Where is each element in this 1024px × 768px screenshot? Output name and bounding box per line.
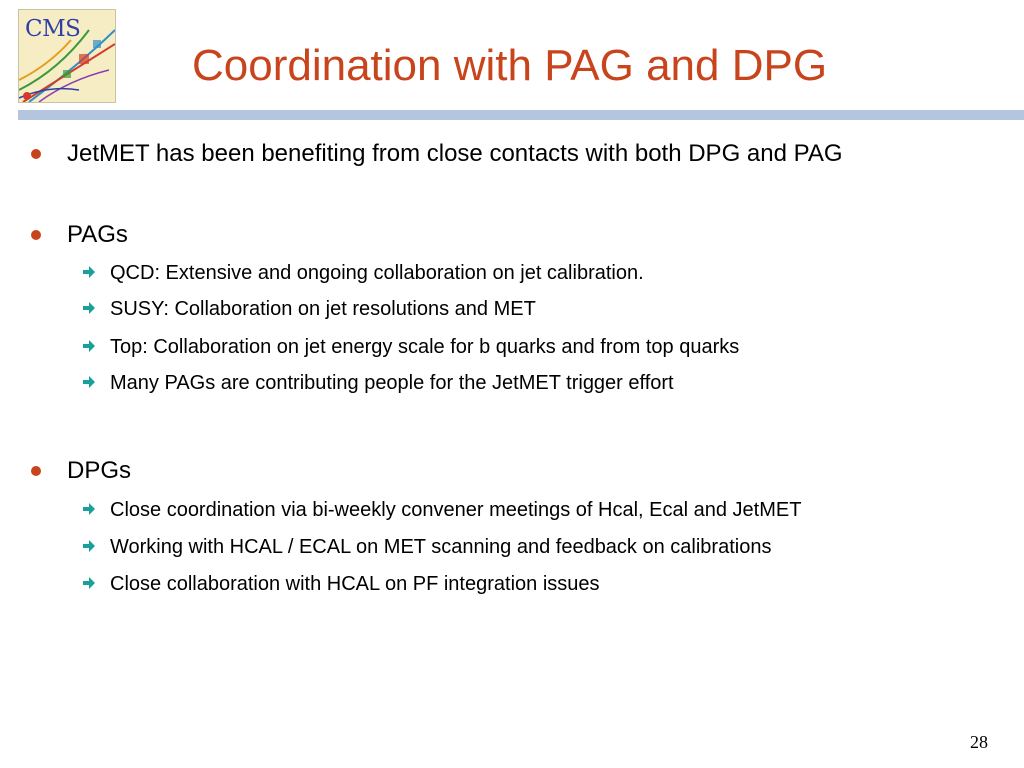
sub-item-text: Working with HCAL / ECAL on MET scanning and feedback on calibrations <box>110 536 772 558</box>
sub-item-text: QCD: Extensive and ongoing collaboration on jet calibration. <box>110 262 644 284</box>
arrow-right-icon <box>82 576 96 590</box>
arrow-right-icon <box>82 502 96 516</box>
arrow-right-icon <box>82 301 96 315</box>
bullet-dot-icon <box>31 230 41 240</box>
arrow-right-icon <box>82 265 96 279</box>
arrow-right-icon <box>82 539 96 553</box>
sub-item-text: Close collaboration with HCAL on PF integration issues <box>110 573 600 595</box>
arrow-right-icon <box>82 375 96 389</box>
sub-item-text: Many PAGs are contributing people for the JetMET trigger effort <box>110 372 674 394</box>
bullet-text: DPGs <box>67 457 132 484</box>
sub-item-text: Top: Collaboration on jet energy scale for b quarks and from top quarks <box>110 336 740 358</box>
slide-title: Coordination with PAG and DPG <box>192 41 828 90</box>
bullet-dot-icon <box>31 466 41 476</box>
arrow-right-icon <box>82 339 96 353</box>
sub-item-text: SUSY: Collaboration on jet resolutions and MET <box>110 298 536 320</box>
bullet-text: PAGs <box>67 221 128 248</box>
bullet-dot-icon <box>31 149 41 159</box>
bullet-text: JetMET has been benefiting from close contacts with both DPG and PAG <box>67 140 843 167</box>
page-number: 28 <box>970 732 988 752</box>
logo-text: CMS <box>25 16 81 42</box>
sub-item-text: Close coordination via bi-weekly convener meetings of Hcal, Ecal and JetMET <box>110 499 802 521</box>
